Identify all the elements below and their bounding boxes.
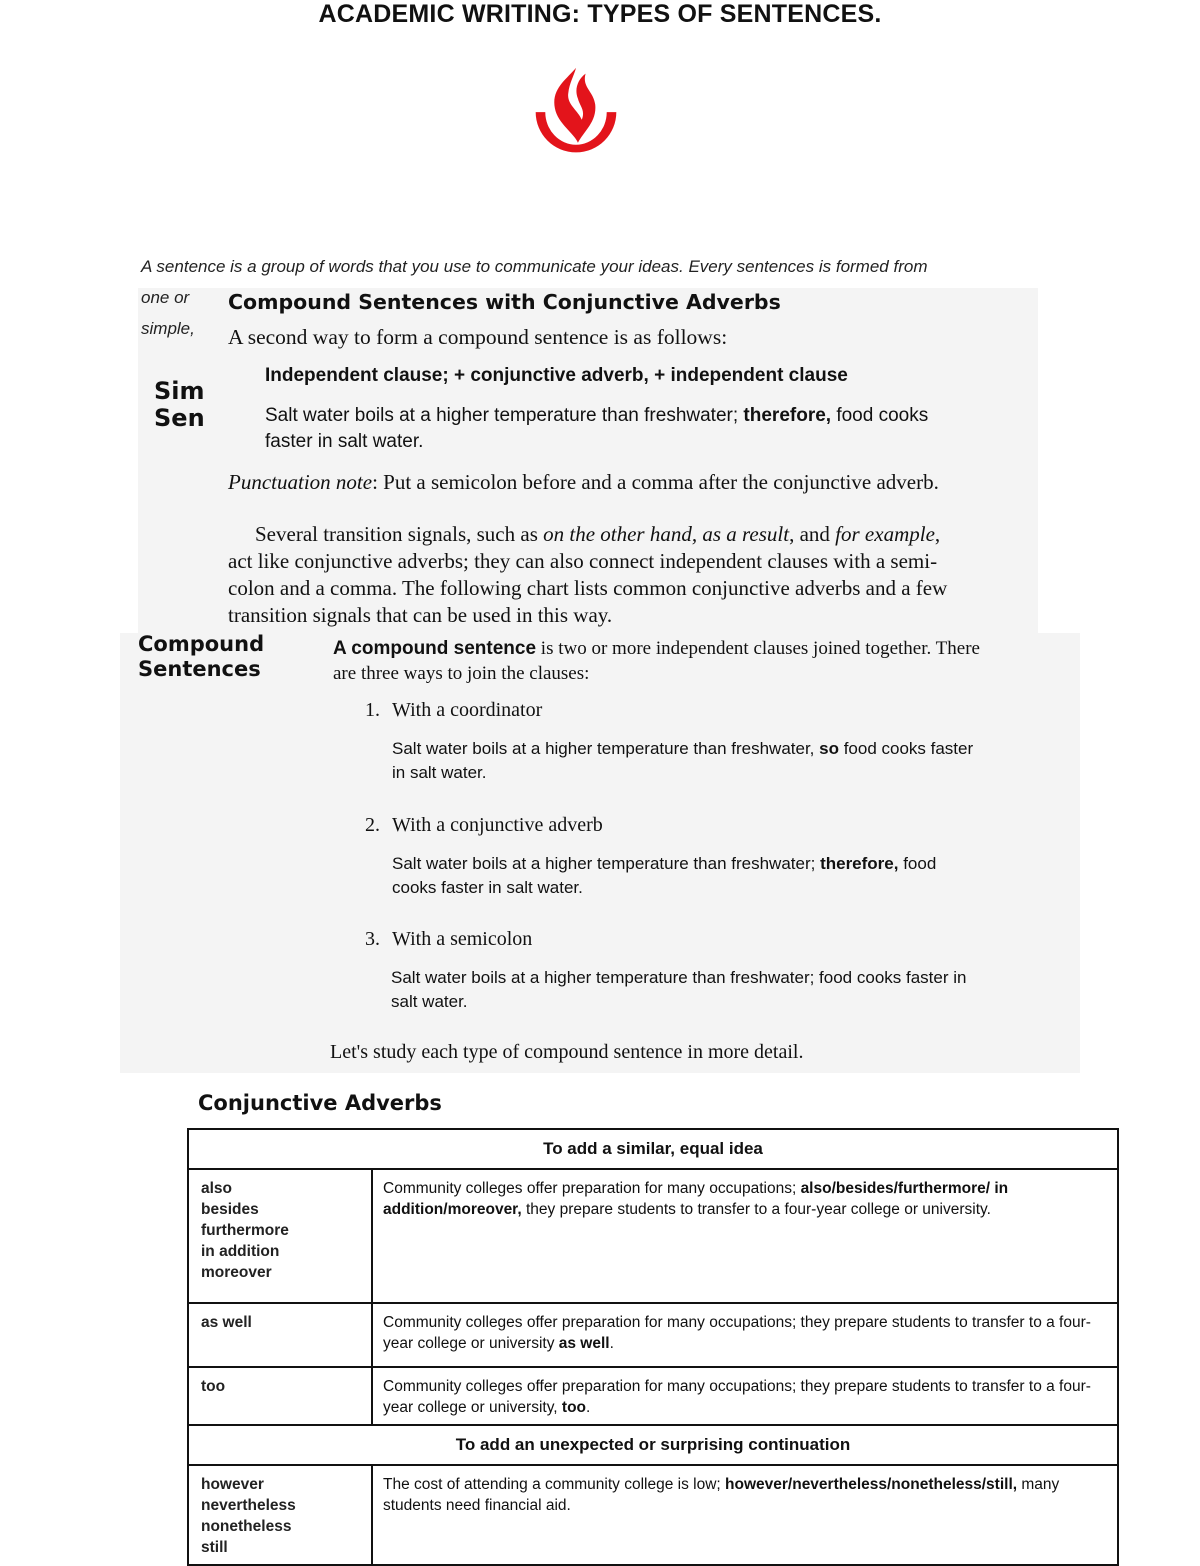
italic-run: for example [835, 522, 935, 546]
compound-intro-line-1 [333, 636, 980, 661]
sentence-bold: also/besides/furthermore/ in addition/moreover, [383, 1180, 1009, 1218]
text-run: , and [789, 522, 836, 546]
sentence-text-end: . [609, 1335, 614, 1352]
label-line-2: Sentences [138, 657, 261, 681]
item-label: With a coordinator [392, 699, 543, 721]
item-number: 3. [365, 928, 380, 950]
sentence-text-end: they prepare students to transfer to a four-year college or university. [521, 1201, 991, 1218]
text-run: , [934, 522, 941, 546]
list-item [365, 928, 532, 951]
adverb-list [188, 1465, 372, 1565]
table-row [188, 1303, 1118, 1367]
example-line-2: faster in salt water. [265, 431, 424, 452]
compound-intro [333, 636, 980, 686]
item-example [392, 852, 936, 900]
table-row [188, 1465, 1118, 1565]
compound-intro-bold: A compound sentence [333, 638, 537, 659]
section-header-unexpected: To add an unexpected or surprising continuation [188, 1425, 1118, 1465]
example-line-2: cooks faster in salt water. [392, 878, 583, 897]
item-example [391, 966, 966, 1014]
adverb-word: in addition [201, 1243, 280, 1260]
example-text: Salt water boils at a higher temperature than freshwater; [265, 405, 744, 426]
list-item [365, 814, 603, 837]
adverb-word: too [201, 1378, 226, 1395]
example-sentence [372, 1465, 1118, 1565]
formula: Independent clause; + conjunctive adverb, + independent clause [265, 365, 848, 386]
intro-line-1: A sentence is a group of words that you use to communicate your ideas. Every sentences is formed from [141, 257, 928, 276]
sentence-bold: too [561, 1399, 587, 1416]
formula-example [265, 403, 928, 455]
flame-logo [528, 66, 624, 162]
page-title: ACADEMIC WRITING: TYPES OF SENTENCES. [318, 0, 882, 28]
example-text-end: food cooks [831, 405, 929, 426]
sentence-bold: however/nevertheless/nonetheless/still, [725, 1476, 1018, 1493]
item-example [392, 737, 973, 785]
example-text: Salt water boils at a higher temperature than freshwater, [392, 739, 820, 758]
fragment-sen: Sen [154, 404, 205, 432]
example-sentence [372, 1169, 1118, 1303]
transition-paragraph [228, 521, 1048, 629]
adverb-word: nevertheless [201, 1497, 296, 1514]
adverb-word: as well [201, 1314, 252, 1331]
transition-line-1 [228, 521, 1048, 548]
section-header-similar: To add a similar, equal idea [188, 1129, 1118, 1169]
compound-sentences-label [138, 632, 264, 682]
label-line-1: Compound [138, 632, 265, 656]
table-row [188, 1367, 1118, 1425]
adverb-list [188, 1303, 372, 1367]
text-run: Several transition signals, such as [255, 522, 544, 546]
item-label: With a conjunctive adverb [392, 814, 603, 836]
adverb-word: moreover [201, 1264, 272, 1281]
compound-intro-rest: is two or more independent clauses joined together. There [536, 638, 980, 659]
item-label: With a semicolon [392, 928, 533, 950]
example-line-2: in salt water. [392, 763, 487, 782]
example-sentence [372, 1303, 1118, 1367]
sentence-text: Community colleges offer preparation for many occupations; they prepare students to transfer to a four-year college or university [383, 1314, 1091, 1352]
sentence-text: The cost of attending a community college is low; [383, 1476, 726, 1493]
adverb-list [188, 1169, 372, 1303]
item-number: 1. [365, 699, 380, 721]
sentence-text-end: . [586, 1399, 591, 1416]
section-intro: A second way to form a compound sentence is as follows: [228, 325, 728, 349]
transition-line-4: transition signals that can be used in this way. [228, 603, 613, 627]
sentence-bold: as well [558, 1335, 610, 1352]
sentence-text-end: many students need financial aid. [383, 1476, 1060, 1514]
example-sentence [372, 1367, 1118, 1425]
closing-line: Let's study each type of compound sentence in more detail. [330, 1041, 804, 1063]
example-text-end: food cooks faster [838, 739, 974, 758]
adverb-word: also [201, 1180, 233, 1197]
adverb-word: however [201, 1476, 264, 1493]
adverb-word: furthermore [201, 1222, 289, 1239]
adverb-word: besides [201, 1201, 259, 1218]
item-number: 2. [365, 814, 380, 836]
punctuation-note-label: Punctuation note [228, 470, 373, 494]
table-row [188, 1169, 1118, 1303]
adverb-word: nonetheless [201, 1518, 292, 1535]
example-line-2: salt water. [391, 992, 468, 1011]
example-bold: so [819, 739, 839, 758]
intro-line-2: one or [141, 288, 190, 307]
example-text: Salt water boils at a higher temperature than freshwater; food cooks faster in [391, 968, 967, 987]
example-text-end: food [898, 854, 937, 873]
adverb-list [188, 1367, 372, 1425]
section-heading-conjunctive: Compound Sentences with Conjunctive Adverbs [228, 290, 781, 314]
example-bold: therefore, [743, 405, 832, 426]
example-bold: therefore, [820, 854, 899, 873]
fragment-sim: Sim [154, 377, 205, 405]
list-item [365, 699, 542, 722]
conjunctive-adverbs-table [187, 1128, 1119, 1566]
adverb-word: still [201, 1539, 228, 1556]
transition-line-3: colon and a comma. The following chart lists common conjunctive adverbs and a few [228, 576, 948, 600]
table-section-header [188, 1425, 1118, 1465]
table-heading: Conjunctive Adverbs [198, 1091, 442, 1115]
logo-flame [554, 68, 595, 143]
table-section-header [188, 1129, 1118, 1169]
italic-run: on the other hand, as a result [543, 522, 790, 546]
sentence-text: Community colleges offer preparation for many occupations; they prepare students to transfer to a four-year college or university, [383, 1378, 1091, 1416]
punctuation-note-text: : Put a semicolon before and a comma after the conjunctive adverb. [372, 470, 939, 494]
punctuation-note [228, 469, 939, 496]
example-text: Salt water boils at a higher temperature than freshwater; [392, 854, 821, 873]
transition-line-2: act like conjunctive adverbs; they can also connect independent clauses with a semi- [228, 549, 938, 573]
compound-intro-line-2: are three ways to join the clauses: [333, 663, 590, 684]
intro-line-3: simple, [141, 319, 195, 338]
sentence-text: Community colleges offer preparation for many occupations; [383, 1180, 801, 1197]
